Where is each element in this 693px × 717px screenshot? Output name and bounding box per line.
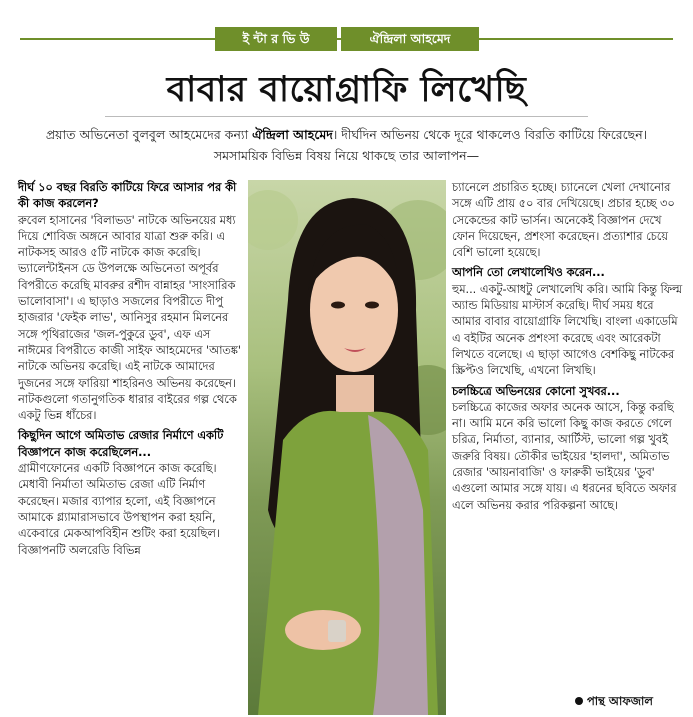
question-3: আপনি তো লেখালেখিও করেন... xyxy=(452,266,605,280)
right-column xyxy=(452,180,682,514)
question-4: চলচ্চিত্রে অভিনয়ের কোনো সুখবর... xyxy=(452,384,620,398)
answer-1: রুবেল হাসানের 'বিলাভড' নাটকে অভিনয়ের মধ্য দিয়ে শোবিজ অঙ্গনে আবার যাত্রা শুরু করি। এ নাটকসহ আরও ৫টি নাটকে কাজ করেছি। ভ্যালেন্টাইনস ডে উপলক্ষে অভিনেতা অপূর্বর বিপরীতে করেছি মাবরুর রশীদ বান্নাহর 'সাংসারিক ভালোবাসা'। এ ছাড়াও সজলের বিপরীতে দীপু হাজরার 'ফেইক লাভ', আনিসুর রহমান মিলনের সঙ্গে পৃথিরাজের 'জল-পুকুরে ডুব', এফ এস নাঈমের বিপরীতে কাজী সাইফ আহমেদের 'আতঙ্ক' নাটকে অভিনয় করেছি। এই নাটকে আমাদের দুজনের সঙ্গে ফারিয়া শাহরিনও অভিনয় করেছেন। নাটকগুলো গতানুগতিক ধারার বাইরের গল্প থেকে একটু ভিন্ন ধাঁচের। xyxy=(18,213,241,423)
intro-text-1: প্রয়াত অভিনেতা বুলবুল আহমেদের কন্যা xyxy=(45,127,253,142)
question-2: কিছুদিন আগে অমিতাভ রেজার নির্মাণে একটি বিজ্ঞাপনে কাজ করেছিলেন... xyxy=(18,429,224,459)
intro-name: ঐন্দ্রিলা আহমেদ xyxy=(252,127,333,142)
headline: বাবার বায়োগ্রাফি লিখেছি xyxy=(166,69,527,110)
byline xyxy=(575,693,653,712)
answer-2-continued: চ্যানেলে প্রচারিত হচ্ছে। চ্যানেলে খেলা দেখানোর সঙ্গে এটি প্রায় ৫০ বার দেখিয়েছে। প্রচার হচ্ছে ৩০ সেকেন্ডের কাট ভার্সন। অনেকেই বিজ্ঞাপন দেখে ফোন দিয়েছেন, প্রশংসা করেছেন। প্রত্যাশার চেয়ে বেশি ভালো হয়েছে। xyxy=(452,181,675,260)
intro-text-2: । দীর্ঘদিন অভিনয় থেকে দূরে থাকলেও বিরতি কাটিয়ে ফিরেছেন। সমসাময়িক বিভিন্ন বিষয় নিয়ে থাকছে তার আলাপন— xyxy=(213,127,648,163)
left-column xyxy=(18,180,243,559)
cropped-top-text xyxy=(0,0,693,8)
answer-2: গ্রামীণফোনের একটি বিজ্ঞাপনে কাজ করেছি। মেধাবী নির্মাতা অমিতাভ রেজা এটি নির্মাণ করেছেন। মজার ব্যাপার হলো, এই বিজ্ঞাপনে আমাকে গ্ল্যামারাসভাবে উপস্থাপন করা হয়নি, একেবারে মেকআপবিহীন শুটিং করা হয়েছিল। বিজ্ঞাপনটি অলরেডি বিভিন্ন xyxy=(18,462,220,557)
portrait-illustration xyxy=(248,180,446,715)
byline-name: পান্থ আফজাল xyxy=(587,694,653,708)
portrait-photo xyxy=(248,180,446,715)
section-tag: ই ন্টা র ভি উ xyxy=(215,27,337,51)
bullet-icon xyxy=(575,697,583,705)
name-tag: ঐন্দ্রিলা আহমেদ xyxy=(341,27,479,51)
question-1: দীর্ঘ ১০ বছর বিরতি কাটিয়ে ফিরে আসার পর কী কী কাজ করলেন? xyxy=(18,181,237,211)
title-rule xyxy=(105,116,588,117)
answer-4: চলচ্চিত্রে কাজের অফার অনেক আসে, কিন্তু করছি না। আমি মনে করি ভালো কিছু কাজ করতে গেলে চরিত্র, নির্মাতা, ব্যানার, আর্টিস্ট, ভালো গল্প খুবই জরুরি বিষয়। তৌকীর ভাইয়ের 'হালদা', অমিতাভ রেজার 'আয়নাবাজি' ও ফারুকী ভাইয়ের 'ডুব' এগুলো আমার সঙ্গে যায়। এ ধরনের ছবিতে অফার এলে অভিনয় করার পরিকল্পনা আছে। xyxy=(452,400,677,512)
answer-3: হুম... একটু-আধটু লেখালেখি করি। আমি কিন্তু ফিল্ম অ্যান্ড মিডিয়ায় মাস্টার্স করেছি। দীর্ঘ সময় ধরে আমার বাবার বায়োগ্রাফি লিখেছি। বাংলা একাডেমি এ বইটির অনেক প্রশংসা করেছে এবং আরেকটা লিখতে বলেছে। এ ছাড়া আগেও বেশকিছু নাটকের স্ক্রিপ্টও লিখেছি, এখনো লিখছি। xyxy=(452,282,682,378)
intro-paragraph xyxy=(18,124,675,166)
